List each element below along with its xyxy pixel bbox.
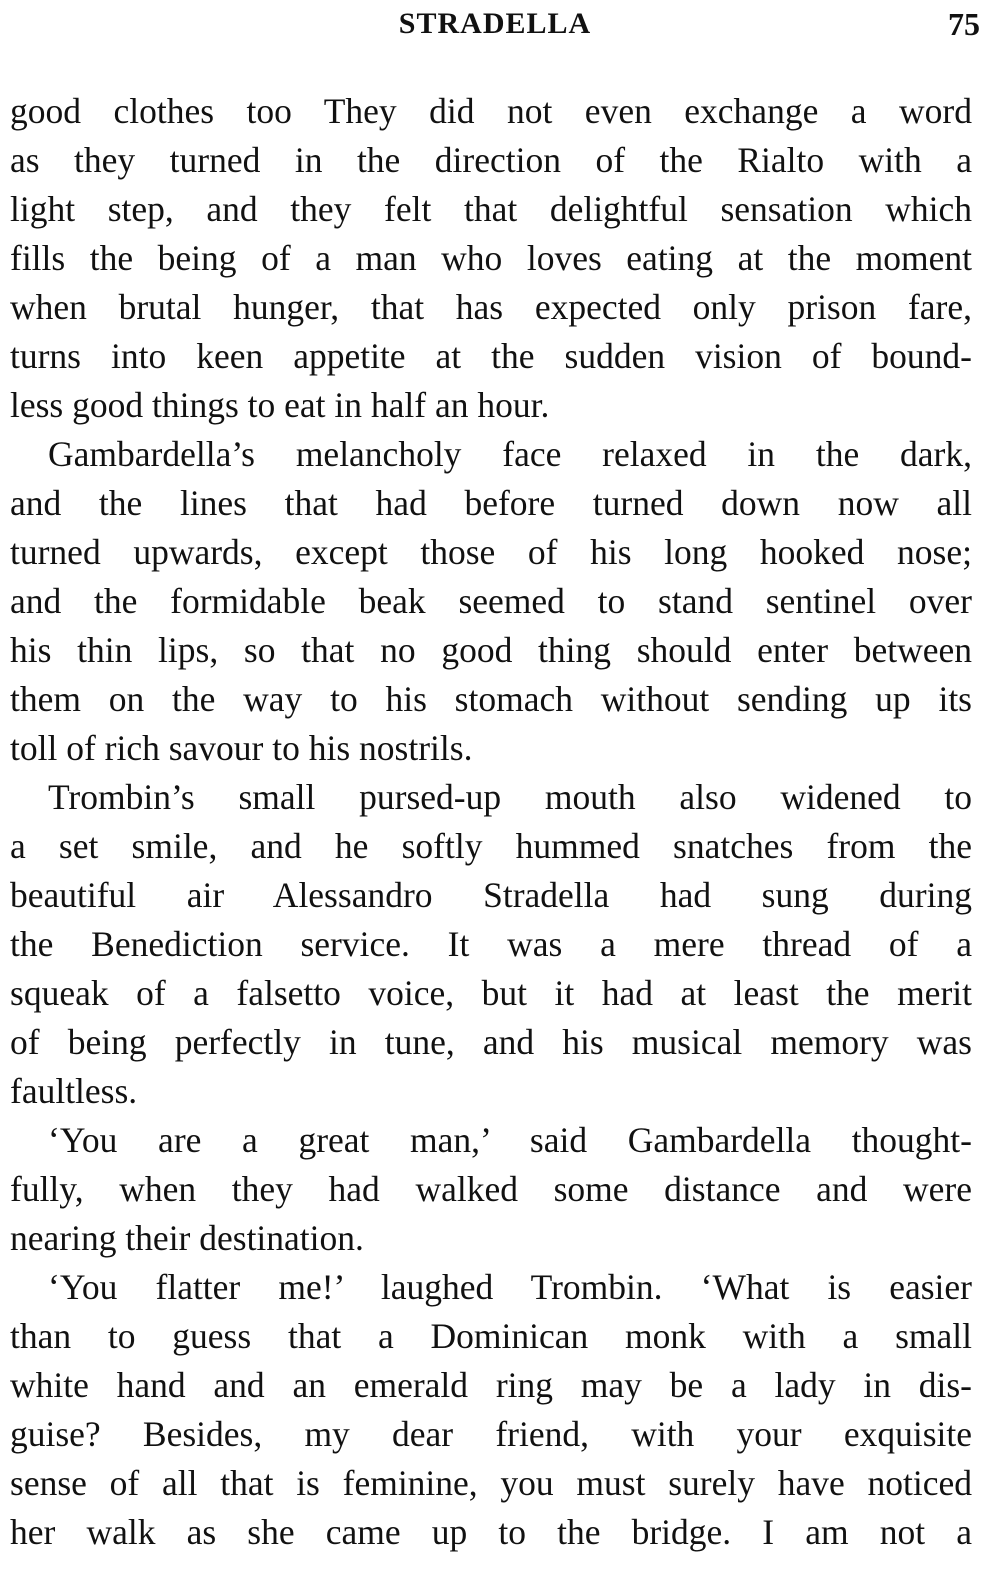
running-title: STRADELLA (398, 7, 592, 40)
running-head (10, 4, 980, 44)
text-line: and the formidable beak seemed to stand sentinel over (10, 581, 972, 621)
text-line: than to guess that a Dominican monk with a small (10, 1316, 972, 1356)
text-line: faultless. (10, 1071, 138, 1111)
text-line: her walk as she came up to the bridge. I am not a (10, 1512, 972, 1552)
text-line: when brutal hunger, that has expected only prison fare, (10, 287, 972, 327)
text-line: beautiful air Alessandro Stradella had sung during (10, 875, 972, 915)
text-line: fills the being of a man who loves eating at the moment (10, 238, 972, 278)
text-line: light step, and they felt that delightful sensation which (10, 189, 972, 229)
text-line: ‘You are a great man,’ said Gambardella thought- (48, 1120, 972, 1160)
text-line: the Benediction service. It was a mere thread of a (10, 924, 972, 964)
text-line: toll of rich savour to his nostrils. (10, 728, 473, 768)
text-line: fully, when they had walked some distance and were (10, 1169, 972, 1209)
text-line: less good things to eat in half an hour. (10, 385, 550, 425)
text-line: Gambardella’s melancholy face relaxed in the dark, (48, 434, 972, 474)
text-line: squeak of a falsetto voice, but it had at least the merit (10, 973, 972, 1013)
text-line: of being perfectly in tune, and his musical memory was (10, 1022, 972, 1062)
text-line: Trombin’s small pursed-up mouth also widened to (48, 777, 972, 817)
text-line: them on the way to his stomach without sending up its (10, 679, 972, 719)
text-line: and the lines that had before turned down now all (10, 483, 972, 523)
text-line: white hand and an emerald ring may be a lady in dis- (10, 1365, 972, 1405)
text-line: turns into keen appetite at the sudden vision of bound- (10, 336, 972, 376)
text-line: his thin lips, so that no good thing should enter between (10, 630, 972, 670)
text-line: sense of all that is feminine, you must surely have noticed (10, 1463, 972, 1503)
text-line: turned upwards, except those of his long hooked nose; (10, 532, 972, 572)
page-number: 75 (948, 6, 980, 42)
text-line: as they turned in the direction of the Rialto with a (10, 140, 972, 180)
text-line: nearing their destination. (10, 1218, 364, 1258)
text-line: good clothes too They did not even exchange a word (10, 91, 972, 131)
body-text (10, 87, 972, 1557)
text-line: a set smile, and he softly hummed snatches from the (10, 826, 972, 866)
text-line: guise? Besides, my dear friend, with your exquisite (10, 1414, 972, 1454)
text-line: ‘You flatter me!’ laughed Trombin. ‘What is easier (48, 1267, 972, 1307)
